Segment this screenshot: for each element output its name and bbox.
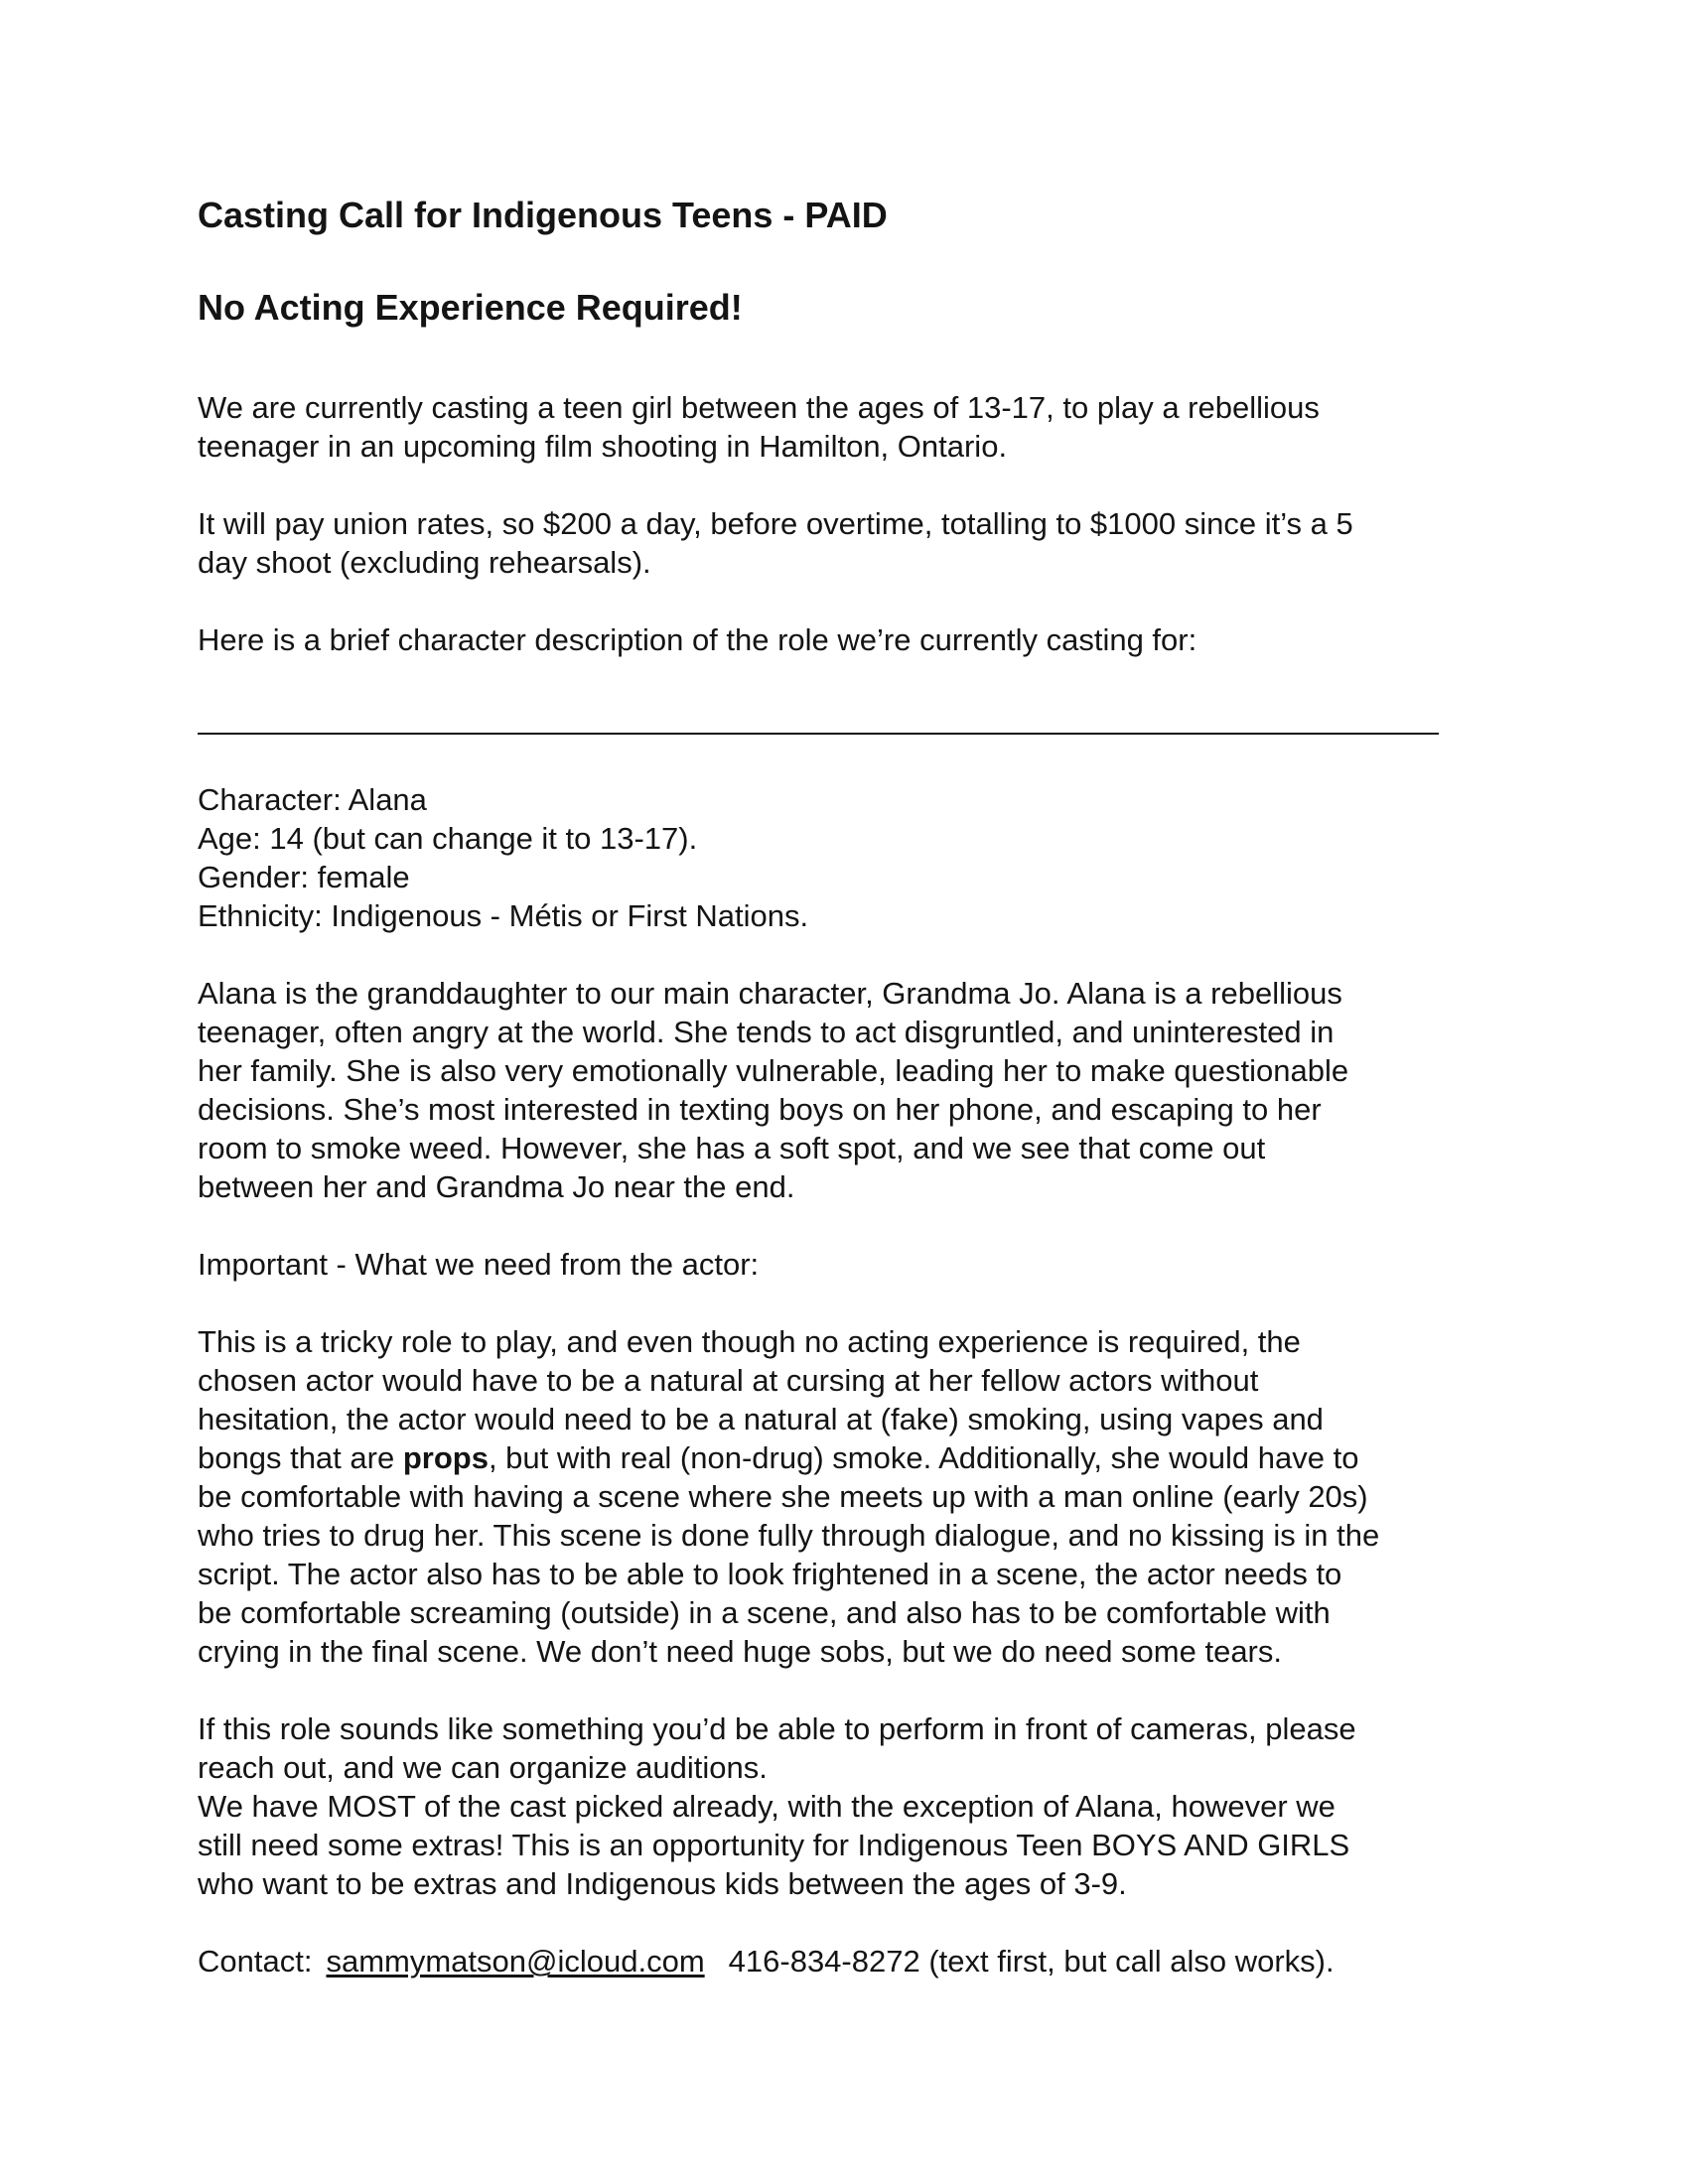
bio-line: her family. She is also very emotionally vulnerable, leading her to make questionable bbox=[198, 1053, 1349, 1089]
requirements-line: who tries to drug her. This scene is done fully through dialogue, and no kissing is in the bbox=[198, 1518, 1380, 1554]
requirements-line: chosen actor would have to be a natural at cursing at her fellow actors without bbox=[198, 1363, 1259, 1399]
requirements-line: be comfortable screaming (outside) in a scene, and also has to be comfortable with bbox=[198, 1595, 1331, 1631]
document-subtitle: No Acting Experience Required! bbox=[198, 287, 743, 329]
bio-line: between her and Grandma Jo near the end. bbox=[198, 1169, 795, 1205]
contact-label: Contact: bbox=[198, 1944, 313, 1979]
bio-line: decisions. She’s most interested in texting boys on her phone, and escaping to her bbox=[198, 1092, 1322, 1128]
bio-line: teenager, often angry at the world. She tends to act disgruntled, and uninterested in bbox=[198, 1015, 1335, 1050]
closing-line: reach out, and we can organize auditions. bbox=[198, 1750, 768, 1786]
character-age: Age: 14 (but can change it to 13-17). bbox=[198, 821, 698, 857]
requirements-line: crying in the final scene. We don’t need huge sobs, but we do need some tears. bbox=[198, 1634, 1282, 1670]
character-details bbox=[198, 780, 1488, 935]
character-ethnicity: Ethnicity: Indigenous - Métis or First Nations. bbox=[198, 898, 809, 934]
document-title: Casting Call for Indigenous Teens - PAID bbox=[198, 195, 888, 235]
bio-line: room to smoke weed. However, she has a soft spot, and we see that come out bbox=[198, 1131, 1266, 1166]
important-heading: Important - What we need from the actor: bbox=[198, 1247, 760, 1283]
intro-line: teenager in an upcoming film shooting in Hamilton, Ontario. bbox=[198, 429, 1008, 465]
bio-line: Alana is the granddaughter to our main character, Grandma Jo. Alana is a rebellious bbox=[198, 976, 1342, 1012]
requirements-line: hesitation, the actor would need to be a natural at (fake) smoking, using vapes and bbox=[198, 1402, 1324, 1437]
requirements-line: be comfortable with having a scene where she meets up with a man online (early 20s) bbox=[198, 1479, 1368, 1515]
section-divider bbox=[198, 733, 1439, 735]
intro-paragraph bbox=[198, 388, 1488, 466]
requirements-line: script. The actor also has to be able to look frightened in a scene, the actor needs to bbox=[198, 1557, 1342, 1592]
requirements-line bbox=[198, 1438, 1488, 1477]
contact-email-link[interactable]: sammymatson@icloud.com bbox=[326, 1944, 705, 1979]
character-bio bbox=[198, 974, 1488, 1206]
requirements-text: bongs that are bbox=[198, 1440, 403, 1476]
document-page bbox=[198, 194, 1488, 1980]
closing-line: If this role sounds like something you’d be able to perform in front of cameras, please bbox=[198, 1711, 1356, 1747]
pay-paragraph bbox=[198, 504, 1488, 582]
character-gender: Gender: female bbox=[198, 860, 410, 895]
description-intro: Here is a brief character description of the role we’re currently casting for: bbox=[198, 622, 1197, 658]
closing-paragraph bbox=[198, 1709, 1488, 1903]
closing-line: who want to be extras and Indigenous kids between the ages of 3-9. bbox=[198, 1866, 1127, 1902]
closing-line: We have MOST of the cast picked already, with the exception of Alana, however we bbox=[198, 1789, 1336, 1825]
pay-line: day shoot (excluding rehearsals). bbox=[198, 545, 651, 581]
requirements-text: , but with real (non-drug) smoke. Additionally, she would have to bbox=[488, 1440, 1359, 1476]
contact-line bbox=[198, 1942, 1488, 1980]
requirements-paragraph bbox=[198, 1322, 1488, 1671]
requirements-line: This is a tricky role to play, and even though no acting experience is required, the bbox=[198, 1324, 1301, 1360]
character-name: Character: Alana bbox=[198, 782, 427, 818]
props-emphasis: props bbox=[402, 1440, 489, 1476]
closing-line: still need some extras! This is an opportunity for Indigenous Teen BOYS AND GIRLS bbox=[198, 1828, 1350, 1863]
pay-line: It will pay union rates, so $200 a day, before overtime, totalling to $1000 since it’s a 5 bbox=[198, 506, 1353, 542]
intro-line: We are currently casting a teen girl between the ages of 13-17, to play a rebellious bbox=[198, 390, 1320, 426]
contact-phone: 416-834-8272 (text first, but call also works). bbox=[728, 1944, 1335, 1979]
